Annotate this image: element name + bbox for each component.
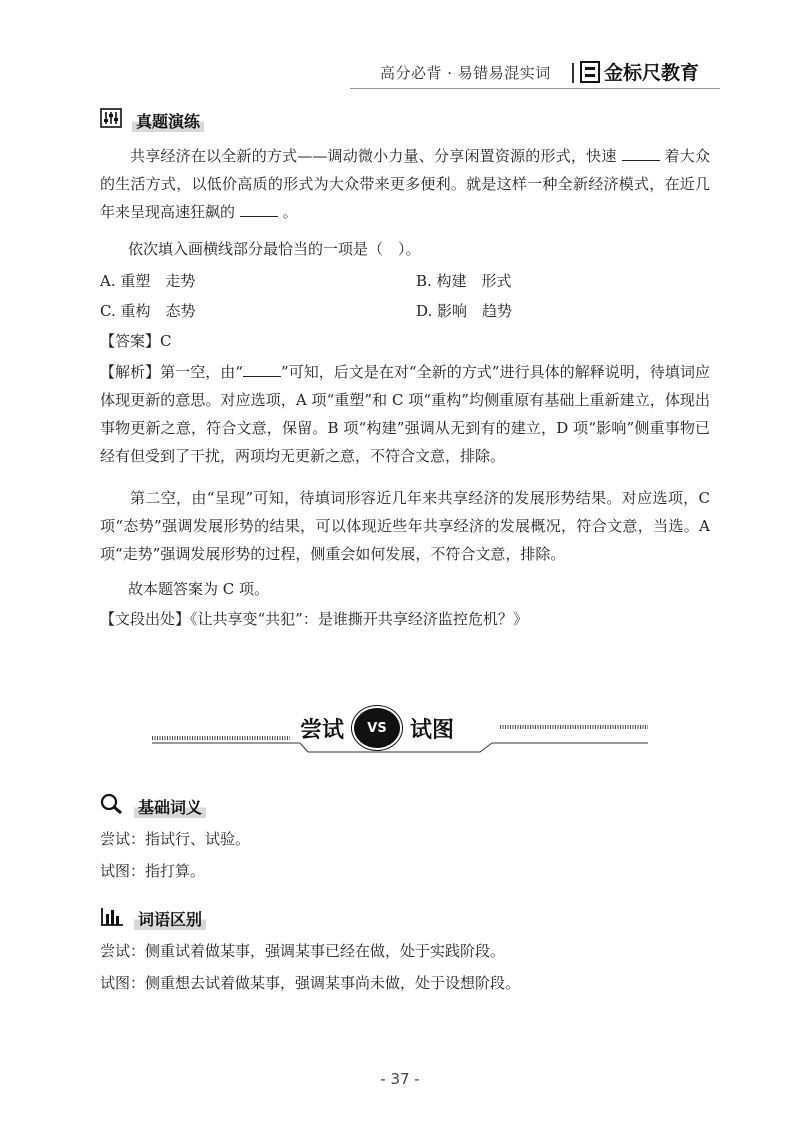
source-text: 《让共享变“共犯”：是谁撕开共享经济监控危机？》 [190,610,528,628]
question-text-3: 。 [282,203,298,221]
analysis-text-1a: 第一空，由“ [160,363,243,381]
header-separator [572,63,574,83]
equalizer-icon [100,108,122,132]
brand-logo [580,58,699,85]
answer-label: 【答案】 [100,332,161,350]
brand-name: 金标尺教育 [604,62,700,84]
banner-right-word: 试图 [410,716,455,743]
source-line [100,608,528,629]
option-b: B. 构建 形式 [416,272,512,290]
analysis-label: 【解析】 [100,363,161,381]
basic-meaning-line-2: 试图：指打算。 [100,862,206,880]
banner-left-word: 尝试 [300,716,345,743]
word-difference-line-1: 尝试：侧重试着做某事，强调某事已经在做，处于实践阶段。 [100,942,506,960]
banner-content [300,708,454,748]
question-prompt: 依次填入画横线部分最恰当的一项是（ ）。 [128,240,421,258]
analysis-paragraph-1 [100,358,710,470]
option-a: A. 重塑 走势 [100,272,196,290]
word-pair-banner [150,700,650,760]
fill-blank-1 [622,146,660,161]
question-text-2: 着大众的生活方式，以低价高质的形式为大众带来更多便利。就是这样一种全新经济模式，在近几年来呈现高速狂飙的 [100,147,710,221]
answer-value: C [160,332,172,350]
analysis-blank [243,362,281,377]
basic-meaning-title: 基础词义 [134,795,206,818]
word-difference-line-2: 试图：侧重想去试着做某事，强调某事尚未做，处于设想阶段。 [100,974,521,992]
analysis-paragraph-2: 第二空，由“呈现”可知，待填词形容近几年来共享经济的发展形势结果。对应选项，C 项“态势”强调发展形势的结果，可以体现近些年共享经济的发展概况，符合文意，当选。A 项“走势”强调发展形势的过程，侧重会如何发展，不符合文意，排除。 [100,489,710,563]
analysis-text-1b: ”可知，后文是在对“全新的方式”进行具体的解释说明，待填词应体现更新的意思。对应选项，A 项“重塑”和 C 项“重构”均侧重原有基础上重新建立，体现出事物更新之意，符合文意，保留。B 项“构建”强调从无到有的建立，D 项“影响”侧重事物已经有但受到了干扰，两项均无更新之意，不符合文意，排除。 [100,363,710,465]
basic-meaning-heading [100,793,206,819]
question-text-1: 共享经济在以全新的方式——调动微小力量、分享闲置资源的形式，快速 [130,147,617,165]
question-stem [100,142,710,226]
basic-meaning-line-1: 尝试：指试行、试验。 [100,830,251,848]
source-label: 【文段出处】 [100,610,191,628]
page-number: - 37 - [380,1070,420,1088]
magnifier-icon [100,793,124,819]
option-c: C. 重构 态势 [100,302,196,320]
word-difference-title: 词语区别 [134,907,206,930]
practice-section-heading [100,108,204,132]
fill-blank-2 [240,202,278,217]
header-divider [350,88,720,89]
bar-chart-icon [100,906,124,930]
analysis-conclusion: 故本题答案为 C 项。 [128,580,270,598]
word-difference-heading [100,906,206,930]
option-d: D. 影响 趋势 [416,302,513,320]
practice-section-title: 真题演练 [132,109,204,132]
vs-badge: VS [354,708,400,748]
header-subtitle: 高分必背 · 易错易混实词 [380,64,551,82]
answer-line [100,330,172,351]
brand-mark-icon [580,61,600,83]
